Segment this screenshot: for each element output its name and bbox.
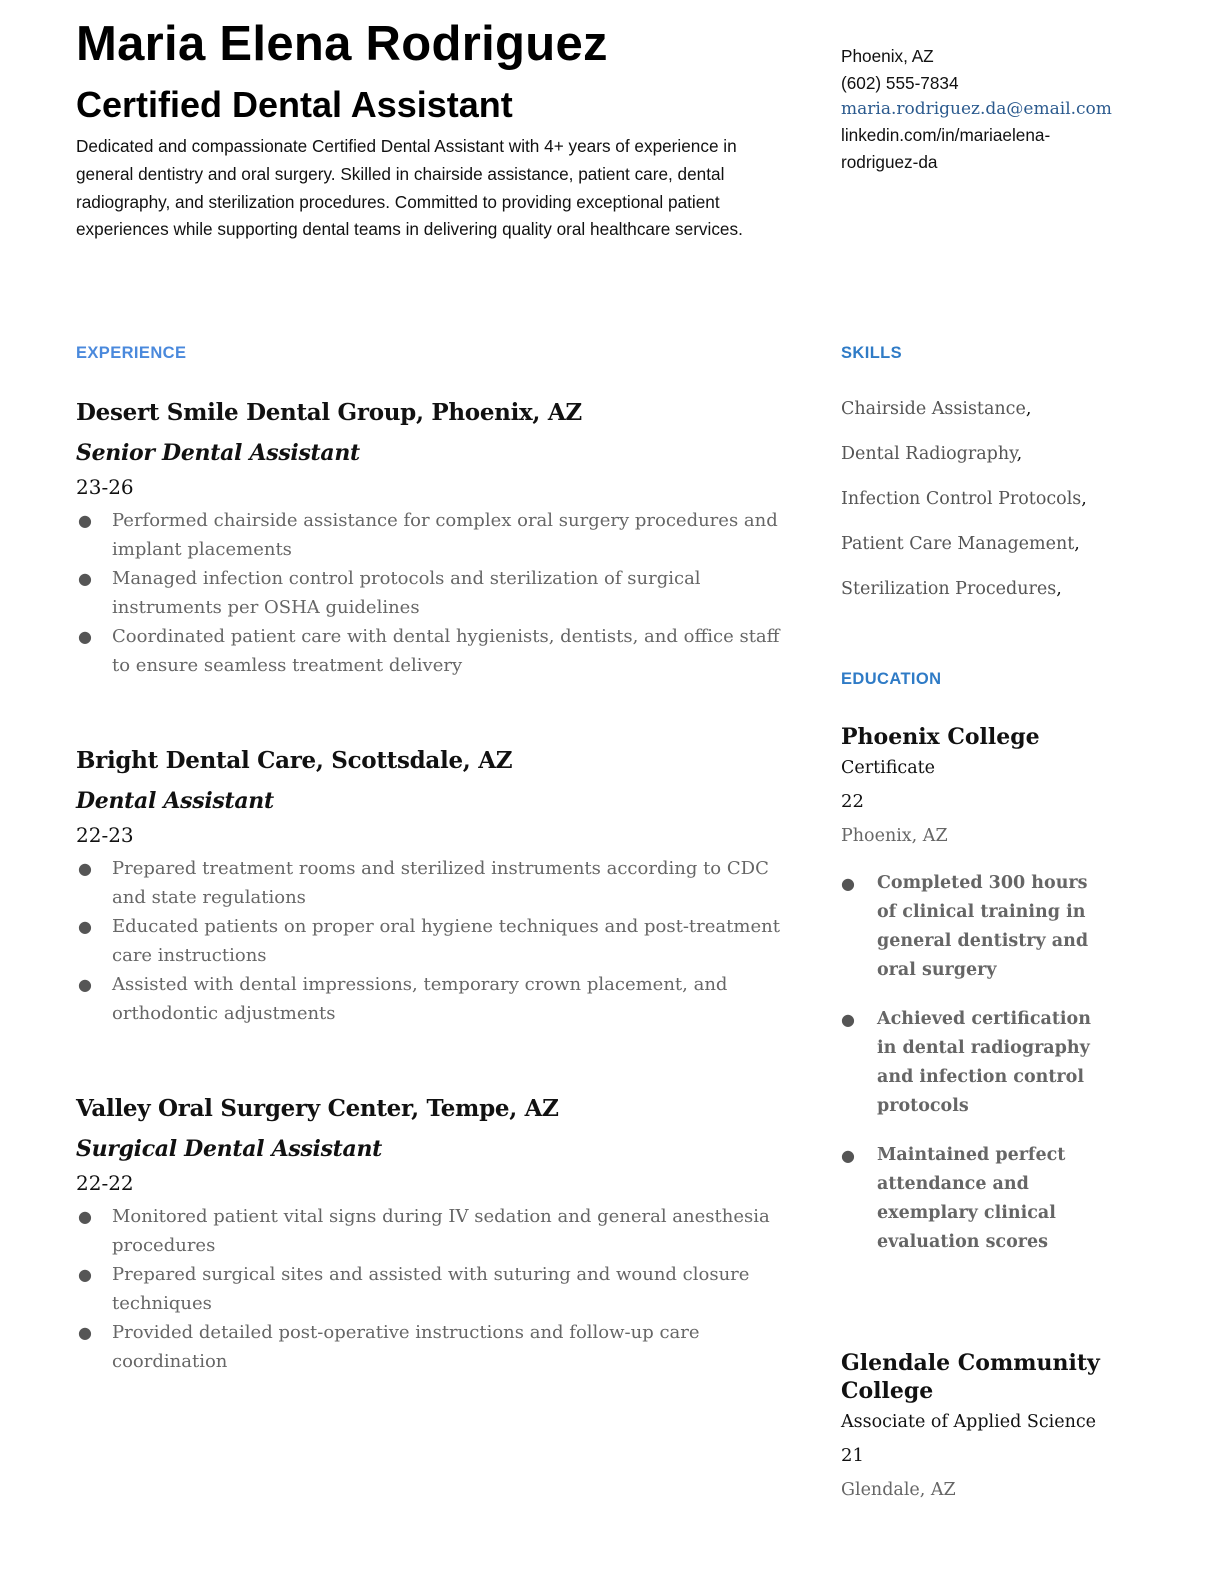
job-bullet <box>76 1202 781 1260</box>
edu-bullet <box>841 869 1111 985</box>
job-bullet-text: Provided detailed post-operative instructions and follow-up care coordination <box>112 1322 700 1372</box>
contact-email-link[interactable]: maria.rodriguez.da@email.com <box>841 99 1112 119</box>
job-bullet <box>76 622 781 680</box>
bullet-icon: ● <box>78 511 92 530</box>
job-bullet <box>76 1318 781 1376</box>
edu-school: Glendale Community College <box>841 1350 1100 1404</box>
education-entry <box>841 1349 1111 1507</box>
job-bullet-text: Monitored patient vital signs during IV sedation and general anesthesia procedures <box>112 1206 770 1256</box>
skills-list <box>841 394 1121 619</box>
bullet-icon: ● <box>78 975 92 994</box>
edu-year: 22 <box>841 791 864 812</box>
edu-degree: Associate of Applied Science <box>841 1412 1097 1432</box>
skill-item <box>841 439 1121 484</box>
job-bullets <box>76 854 781 1028</box>
edu-year: 21 <box>841 1445 864 1466</box>
job-bullet-text: Managed infection control protocols and sterilization of surgical instruments per OSHA guidelines <box>112 568 701 618</box>
skill-separator: , <box>1056 579 1062 599</box>
edu-bullet <box>841 1005 1111 1121</box>
skill-item <box>841 484 1121 529</box>
bullet-icon: ● <box>78 1265 92 1284</box>
experience-heading: EXPERIENCE <box>76 344 187 362</box>
job-bullets <box>76 506 781 680</box>
skill-name: Dental Radiography <box>841 444 1017 464</box>
job-bullet <box>76 564 781 622</box>
bullet-icon: ● <box>78 627 92 646</box>
job-bullet-text: Assisted with dental impressions, temporary crown placement, and orthodontic adjustments <box>112 974 728 1024</box>
contact-linkedin[interactable]: linkedin.com/in/mariaelena-rodriguez-da <box>841 125 1051 172</box>
job-bullet-text: Prepared surgical sites and assisted with suturing and wound closure techniques <box>112 1264 750 1314</box>
job-role: Senior Dental Assistant <box>76 440 360 466</box>
job-role: Surgical Dental Assistant <box>76 1136 383 1162</box>
job-dates: 22-23 <box>76 823 134 847</box>
bullet-icon: ● <box>78 1207 92 1226</box>
edu-bullet-text: Maintained perfect attendance and exemplary clinical evaluation scores <box>877 1145 1066 1252</box>
job-bullet <box>76 912 781 970</box>
edu-bullet <box>841 1141 1111 1257</box>
bullet-icon: ● <box>78 569 92 588</box>
edu-bullets <box>841 869 1111 1257</box>
candidate-title: Certified Dental Assistant <box>76 84 513 125</box>
job-bullet <box>76 970 781 1028</box>
bullet-icon: ● <box>841 874 855 893</box>
edu-location: Glendale, AZ <box>841 1480 956 1500</box>
job-dates: 22-22 <box>76 1171 134 1195</box>
bullet-icon: ● <box>78 859 92 878</box>
skill-separator: , <box>1016 444 1023 464</box>
job-bullet-text: Performed chairside assistance for complex oral surgery procedures and implant placements <box>112 510 778 560</box>
job-bullet <box>76 506 781 564</box>
candidate-name: Maria Elena Rodriguez <box>76 17 608 71</box>
contact-location: Phoenix, AZ <box>841 46 934 66</box>
skill-name: Infection Control Protocols <box>841 489 1082 509</box>
skill-name: Sterilization Procedures <box>841 579 1057 599</box>
skill-item <box>841 394 1121 439</box>
edu-school: Phoenix College <box>841 724 1040 750</box>
skill-separator: , <box>1074 534 1080 554</box>
education-heading: EDUCATION <box>841 670 942 688</box>
skills-heading: SKILLS <box>841 344 903 362</box>
job-company: Desert Smile Dental Group, Phoenix, AZ <box>76 399 582 426</box>
job-bullets <box>76 1202 781 1376</box>
job-dates: 23-26 <box>76 475 134 499</box>
job-bullet <box>76 1260 781 1318</box>
edu-bullet-text: Completed 300 hours of clinical training in general dentistry and oral surgery <box>877 873 1089 980</box>
skill-item <box>841 574 1121 619</box>
job-bullet <box>76 854 781 912</box>
job-bullet-text: Coordinated patient care with dental hygienists, dentists, and office staff to ensure seamless treatment delivery <box>112 626 780 676</box>
skill-separator: , <box>1025 399 1032 419</box>
bullet-icon: ● <box>841 1146 855 1165</box>
experience-entry <box>76 396 781 680</box>
job-bullet-text: Educated patients on proper oral hygiene techniques and post-treatment care instructions <box>112 916 780 966</box>
experience-entry <box>76 744 781 1028</box>
edu-degree: Certificate <box>841 758 936 778</box>
job-bullet-text: Prepared treatment rooms and sterilized instruments according to CDC and state regulations <box>112 858 769 908</box>
skill-item <box>841 529 1121 574</box>
experience-entry <box>76 1092 781 1376</box>
job-company: Valley Oral Surgery Center, Tempe, AZ <box>76 1095 559 1122</box>
bullet-icon: ● <box>841 1010 855 1029</box>
education-entry <box>841 723 1111 1277</box>
professional-summary: Dedicated and compassionate Certified Dental Assistant with 4+ years of experience in general dentistry and oral surgery. Skilled in chairside assistance, patient care, dental radiography, and sterilization procedures. Committed to providing exceptional patient experiences while supporting dental teams in delivering quality oral healthcare services. <box>76 136 743 240</box>
contact-info <box>841 43 1116 176</box>
edu-bullet-text: Achieved certification in dental radiography and infection control protocols <box>877 1009 1091 1116</box>
skill-separator: , <box>1081 489 1087 509</box>
job-company: Bright Dental Care, Scottsdale, AZ <box>76 747 513 774</box>
contact-phone: (602) 555-7834 <box>841 73 959 93</box>
skill-name: Chairside Assistance <box>841 399 1026 419</box>
job-role: Dental Assistant <box>76 788 274 814</box>
bullet-icon: ● <box>78 1323 92 1342</box>
skill-name: Patient Care Management <box>841 534 1075 554</box>
edu-location: Phoenix, AZ <box>841 826 948 846</box>
bullet-icon: ● <box>78 917 92 936</box>
